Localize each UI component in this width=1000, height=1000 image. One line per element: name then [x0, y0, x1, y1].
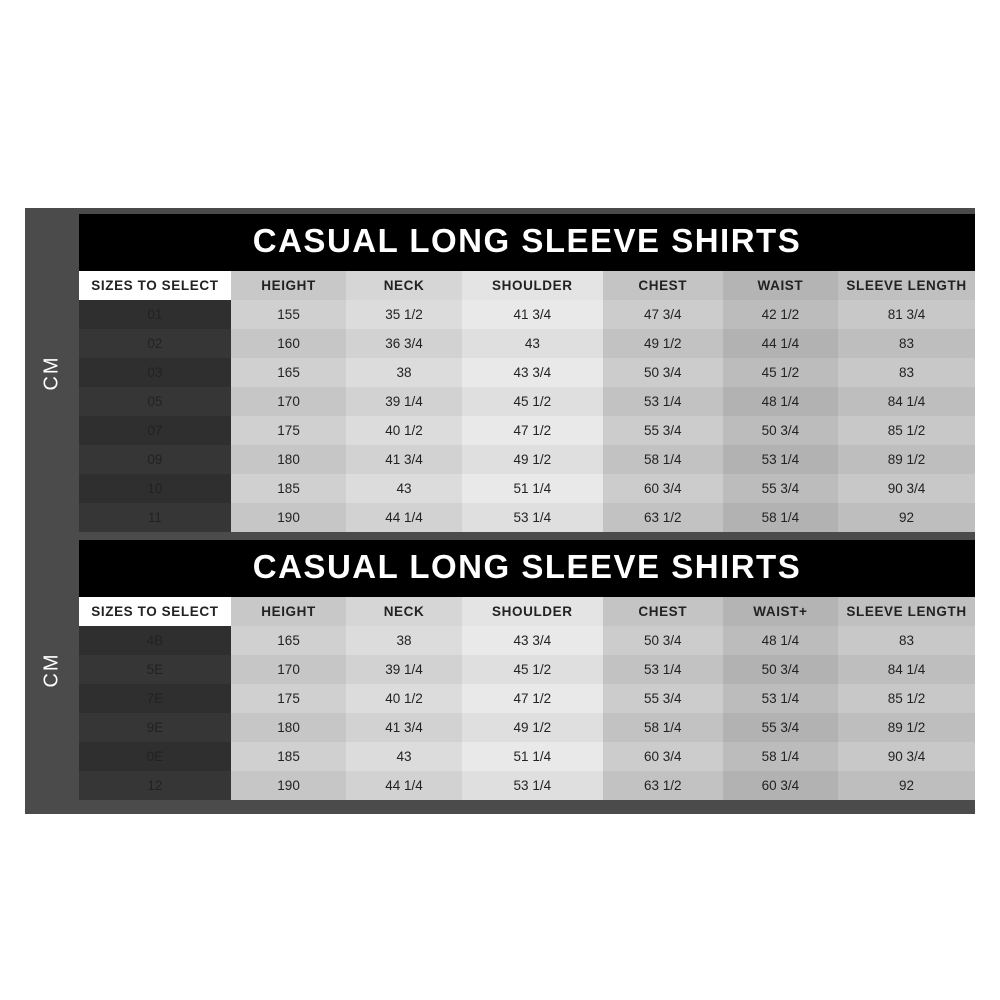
- cell-neck: 36 3/4: [346, 329, 461, 358]
- table-row: [79, 445, 975, 474]
- cell-height: 165: [231, 626, 346, 655]
- cell-chest: 60 3/4: [603, 474, 723, 503]
- cell-chest: 63 1/2: [603, 503, 723, 532]
- cell-shoulder: 53 1/4: [462, 771, 603, 800]
- cell-height: 185: [231, 742, 346, 771]
- cell-shoulder: 45 1/2: [462, 387, 603, 416]
- cell-neck: 44 1/4: [346, 771, 461, 800]
- chart-inner-2: [25, 540, 975, 800]
- cell-size: 12: [79, 771, 231, 800]
- unit-label: CM: [40, 652, 63, 688]
- cell-neck: 38: [346, 358, 461, 387]
- chart-body-2: [79, 540, 975, 800]
- cell-shoulder: 49 1/2: [462, 445, 603, 474]
- cell-chest: 63 1/2: [603, 771, 723, 800]
- cell-waist: 60 3/4: [723, 771, 838, 800]
- size-table-1: [79, 271, 975, 532]
- column-header-height: HEIGHT: [231, 597, 346, 626]
- table-row: [79, 713, 975, 742]
- unit-rail-2: [25, 540, 79, 800]
- cell-shoulder: 51 1/4: [462, 742, 603, 771]
- table-row: [79, 626, 975, 655]
- cell-chest: 58 1/4: [603, 445, 723, 474]
- cell-size: 11: [79, 503, 231, 532]
- cell-waist: 58 1/4: [723, 503, 838, 532]
- cell-size: 05: [79, 387, 231, 416]
- cell-chest: 60 3/4: [603, 742, 723, 771]
- table-row: [79, 387, 975, 416]
- chart-title-2: CASUAL LONG SLEEVE SHIRTS: [79, 540, 975, 597]
- table-row: [79, 358, 975, 387]
- cell-shoulder: 47 1/2: [462, 684, 603, 713]
- cell-shoulder: 43: [462, 329, 603, 358]
- table-row: [79, 684, 975, 713]
- frame-padding-bottom: [25, 800, 975, 814]
- cell-chest: 55 3/4: [603, 416, 723, 445]
- table-row: [79, 329, 975, 358]
- cell-waist: 50 3/4: [723, 655, 838, 684]
- column-header-neck: NECK: [346, 597, 461, 626]
- header-row: [79, 597, 975, 626]
- cell-waist: 55 3/4: [723, 474, 838, 503]
- cell-neck: 44 1/4: [346, 503, 461, 532]
- cell-shoulder: 45 1/2: [462, 655, 603, 684]
- cell-size: 07: [79, 416, 231, 445]
- column-header-waist-plus: WAIST+: [723, 597, 838, 626]
- cell-waist: 48 1/4: [723, 387, 838, 416]
- cell-neck: 39 1/4: [346, 387, 461, 416]
- cell-waist: 42 1/2: [723, 300, 838, 329]
- cell-chest: 58 1/4: [603, 713, 723, 742]
- cell-size: 5E: [79, 655, 231, 684]
- cell-shoulder: 41 3/4: [462, 300, 603, 329]
- cell-neck: 41 3/4: [346, 713, 461, 742]
- cell-height: 170: [231, 387, 346, 416]
- cell-sleeve-length: 89 1/2: [838, 445, 975, 474]
- table-body-1: [79, 300, 975, 532]
- size-chart-block-2: [25, 534, 975, 814]
- cell-sleeve-length: 81 3/4: [838, 300, 975, 329]
- unit-label: CM: [40, 355, 63, 391]
- table-row: [79, 655, 975, 684]
- cell-height: 180: [231, 713, 346, 742]
- cell-neck: 39 1/4: [346, 655, 461, 684]
- cell-chest: 47 3/4: [603, 300, 723, 329]
- cell-height: 185: [231, 474, 346, 503]
- cell-neck: 40 1/2: [346, 416, 461, 445]
- table-body-2: [79, 626, 975, 800]
- cell-size: 7E: [79, 684, 231, 713]
- cell-sleeve-length: 90 3/4: [838, 742, 975, 771]
- column-header-neck: NECK: [346, 271, 461, 300]
- chart-body-1: [79, 214, 975, 532]
- column-header-sizes: SIZES TO SELECT: [79, 597, 231, 626]
- column-header-sleeve-length: SLEEVE LENGTH: [838, 597, 975, 626]
- cell-chest: 50 3/4: [603, 358, 723, 387]
- table-row: [79, 300, 975, 329]
- cell-shoulder: 53 1/4: [462, 503, 603, 532]
- cell-waist: 58 1/4: [723, 742, 838, 771]
- cell-height: 155: [231, 300, 346, 329]
- column-header-shoulder: SHOULDER: [462, 597, 603, 626]
- cell-waist: 53 1/4: [723, 445, 838, 474]
- header-row: [79, 271, 975, 300]
- cell-waist: 45 1/2: [723, 358, 838, 387]
- column-header-chest: CHEST: [603, 271, 723, 300]
- cell-sleeve-length: 92: [838, 771, 975, 800]
- cell-size: 9E: [79, 713, 231, 742]
- cell-neck: 40 1/2: [346, 684, 461, 713]
- cell-size: 02: [79, 329, 231, 358]
- column-header-sleeve-length: SLEEVE LENGTH: [838, 271, 975, 300]
- cell-waist: 53 1/4: [723, 684, 838, 713]
- cell-height: 175: [231, 684, 346, 713]
- cell-size: 03: [79, 358, 231, 387]
- unit-rail-1: [25, 214, 79, 532]
- cell-shoulder: 43 3/4: [462, 358, 603, 387]
- column-header-waist: WAIST: [723, 271, 838, 300]
- cell-chest: 53 1/4: [603, 387, 723, 416]
- cell-waist: 50 3/4: [723, 416, 838, 445]
- table-header-2: [79, 597, 975, 626]
- cell-height: 170: [231, 655, 346, 684]
- cell-neck: 43: [346, 474, 461, 503]
- cell-chest: 49 1/2: [603, 329, 723, 358]
- cell-sleeve-length: 85 1/2: [838, 416, 975, 445]
- cell-size: 0E: [79, 742, 231, 771]
- cell-sleeve-length: 83: [838, 329, 975, 358]
- cell-neck: 41 3/4: [346, 445, 461, 474]
- cell-height: 190: [231, 503, 346, 532]
- cell-height: 175: [231, 416, 346, 445]
- cell-sleeve-length: 84 1/4: [838, 387, 975, 416]
- cell-waist: 44 1/4: [723, 329, 838, 358]
- column-header-chest: CHEST: [603, 597, 723, 626]
- size-table-2: [79, 597, 975, 800]
- table-row: [79, 503, 975, 532]
- cell-chest: 50 3/4: [603, 626, 723, 655]
- chart-title-1: CASUAL LONG SLEEVE SHIRTS: [79, 214, 975, 271]
- cell-shoulder: 49 1/2: [462, 713, 603, 742]
- cell-shoulder: 51 1/4: [462, 474, 603, 503]
- cell-size: 01: [79, 300, 231, 329]
- cell-neck: 43: [346, 742, 461, 771]
- cell-sleeve-length: 85 1/2: [838, 684, 975, 713]
- column-header-height: HEIGHT: [231, 271, 346, 300]
- cell-neck: 38: [346, 626, 461, 655]
- cell-shoulder: 47 1/2: [462, 416, 603, 445]
- size-chart-block-1: [25, 208, 975, 546]
- column-header-shoulder: SHOULDER: [462, 271, 603, 300]
- cell-height: 180: [231, 445, 346, 474]
- cell-chest: 53 1/4: [603, 655, 723, 684]
- cell-shoulder: 43 3/4: [462, 626, 603, 655]
- cell-sleeve-length: 92: [838, 503, 975, 532]
- cell-sleeve-length: 83: [838, 358, 975, 387]
- cell-height: 160: [231, 329, 346, 358]
- cell-waist: 55 3/4: [723, 713, 838, 742]
- table-row: [79, 416, 975, 445]
- table-header-1: [79, 271, 975, 300]
- cell-sleeve-length: 90 3/4: [838, 474, 975, 503]
- cell-sleeve-length: 89 1/2: [838, 713, 975, 742]
- column-header-sizes: SIZES TO SELECT: [79, 271, 231, 300]
- table-row: [79, 742, 975, 771]
- cell-height: 165: [231, 358, 346, 387]
- table-row: [79, 771, 975, 800]
- cell-sleeve-length: 83: [838, 626, 975, 655]
- table-row: [79, 474, 975, 503]
- cell-size: 10: [79, 474, 231, 503]
- cell-height: 190: [231, 771, 346, 800]
- cell-waist: 48 1/4: [723, 626, 838, 655]
- cell-sleeve-length: 84 1/4: [838, 655, 975, 684]
- cell-size: 09: [79, 445, 231, 474]
- chart-inner-1: [25, 214, 975, 532]
- cell-chest: 55 3/4: [603, 684, 723, 713]
- cell-size: 4B: [79, 626, 231, 655]
- cell-neck: 35 1/2: [346, 300, 461, 329]
